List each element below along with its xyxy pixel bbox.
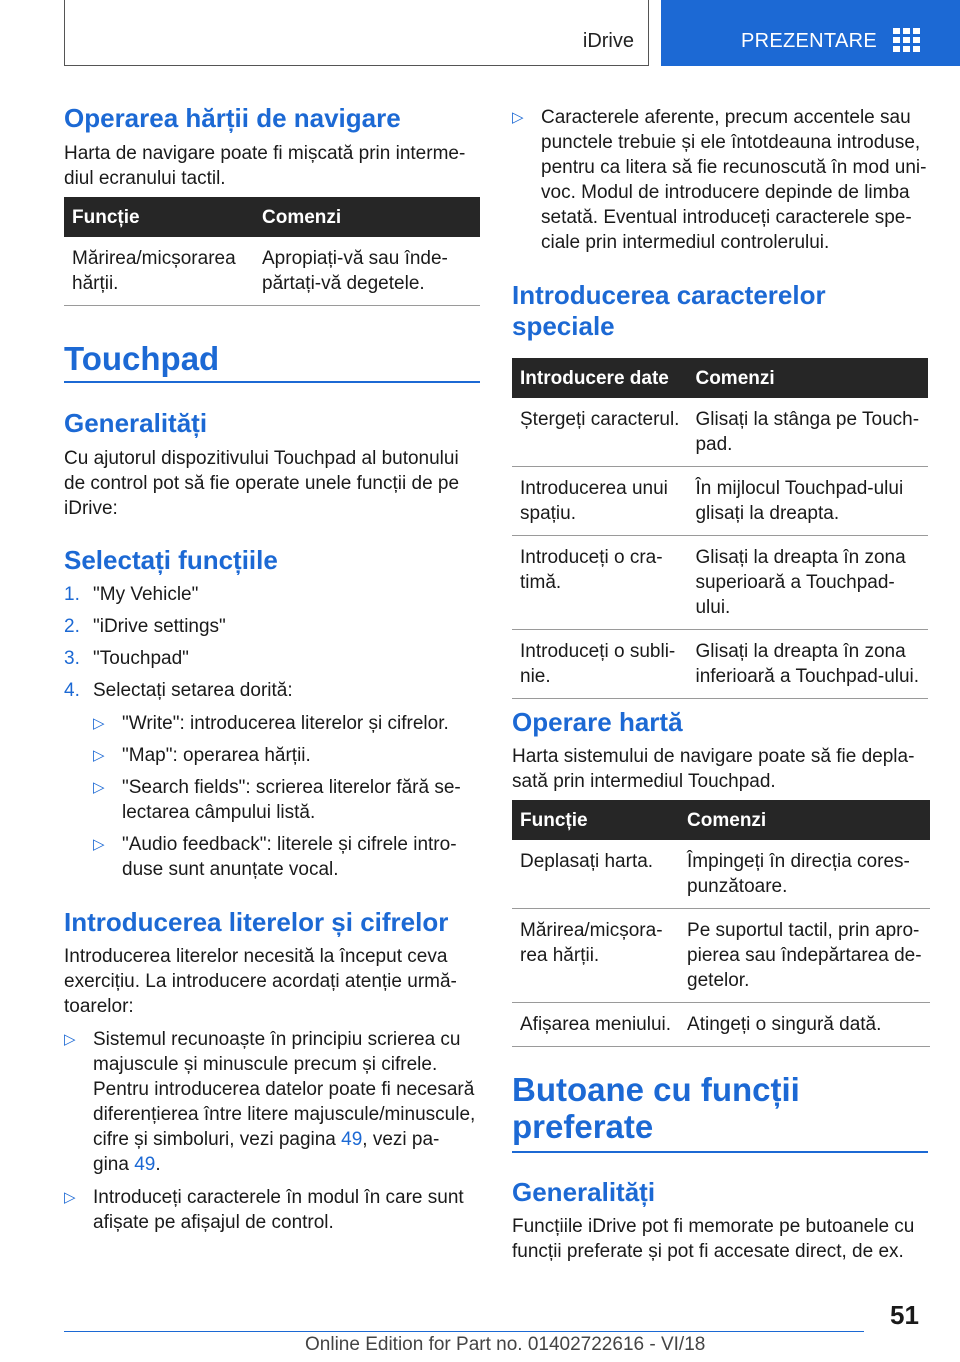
chapter-title-touchpad: Touchpad <box>64 340 220 377</box>
table-header: Introducere date <box>512 358 687 398</box>
footer-rule <box>64 1331 864 1332</box>
sub-list-item: ▷ "Search fields": scrierea literelor fără se- lectarea câmpului listă. <box>93 777 461 823</box>
triangle-bullet-icon: ▷ <box>93 747 105 764</box>
map-operation-text: Harta de navigare poate fi mișcată prin interme- diul ecranului tactil. <box>64 143 466 189</box>
table-special-characters <box>512 358 928 699</box>
table-cell: Mărirea/micșorarea hărții. <box>64 237 254 306</box>
table-header: Comenzi <box>687 358 928 398</box>
list-item: 3. "Touchpad" <box>64 648 189 669</box>
table-cell: În mijlocul Touchpad-ului glisați la dreapta. <box>687 467 928 536</box>
general-2-text: Funcțiile iDrive pot fi memorate pe butoanele cu funcții preferate și pot fi accesate direct, de ex. <box>512 1216 915 1262</box>
section-title-map-operation: Operarea hărții de navigare <box>64 103 401 133</box>
section-tab[interactable] <box>661 0 960 66</box>
section-tab-label: PREZENTARE <box>741 30 877 52</box>
triangle-bullet-icon: ▷ <box>64 1189 76 1206</box>
sub-list-item: ▷ "Audio feedback": literele și cifrele intro- duse sunt anunțate vocal. <box>93 834 457 880</box>
triangle-bullet-icon: ▷ <box>64 1031 76 1048</box>
section-title-map-operation-2: Operare hartă <box>512 707 683 737</box>
triangle-bullet-icon: ▷ <box>93 836 105 853</box>
page-number: 51 <box>890 1300 919 1330</box>
table-row <box>512 630 928 699</box>
page-link[interactable]: 49 <box>134 1154 156 1175</box>
table-row <box>64 237 480 306</box>
header-box <box>64 0 649 66</box>
table-row <box>512 398 928 467</box>
header-title: iDrive <box>582 30 634 52</box>
table-cell: Introducerea unui spațiu. <box>512 467 687 536</box>
table-cell: Introduceți o cra- timă. <box>512 536 687 630</box>
table-row <box>512 536 928 630</box>
table-header: Funcție <box>512 800 679 840</box>
chapter-rule <box>64 381 480 383</box>
table-row <box>512 1003 930 1047</box>
list-item: 4. Selectați setarea dorită: <box>64 680 293 701</box>
table-row <box>512 840 930 909</box>
table-cell: Ștergeți caracterul. <box>512 398 687 467</box>
table-cell: Împingeți în direcția cores- punzătoare. <box>679 840 930 909</box>
table-cell: Atingeți o singură dată. <box>679 1003 930 1047</box>
table-row <box>512 909 930 1003</box>
table-cell: Afișarea meniului. <box>512 1003 679 1047</box>
table-header: Comenzi <box>679 800 930 840</box>
list-item: ▷ Introduceți caracterele în modul în care sunt afișate pe afișajul de control. <box>64 1187 464 1233</box>
footer-edition: Online Edition for Part no. 01402722616 - VI/18 <box>305 1334 706 1355</box>
list-item: 2. "iDrive settings" <box>64 616 226 637</box>
general-text: Cu ajutorul dispozitivului Touchpad al butonului de control pot să fie operate unele funcții de pe iDrive: <box>64 448 460 519</box>
section-title-special-characters: Introducerea caracterelor speciale <box>512 280 826 341</box>
table-header: Funcție <box>64 197 254 237</box>
chapter-rule <box>512 1151 928 1153</box>
table-cell: Mărirea/micșora- rea hărții. <box>512 909 679 1003</box>
triangle-bullet-icon: ▷ <box>512 109 524 126</box>
table-header: Comenzi <box>254 197 480 237</box>
table-cell: Glisați la stânga pe Touch- pad. <box>687 398 928 467</box>
list-item: ▷ Sistemul recunoaște în principiu scrierea cu majuscule și minuscule precum și cifrele. Pentru introducerea datelor poate fi necesară diferențierea între litere majuscule/minuscule, cifre și simboluri, vezi pagina 49, vezi pa- gina 49. <box>64 1029 476 1175</box>
table-map-functions <box>64 197 480 306</box>
letters-digits-text: Introducerea literelor necesită la început ceva exercițiu. La introducere acordați atenție urmă- toarelor: <box>64 946 457 1017</box>
table-row <box>512 467 928 536</box>
section-title-general: Generalități <box>64 408 208 438</box>
table-cell: Glisați la dreapta în zona superioară a Touchpad- ului. <box>687 536 928 630</box>
table-cell: Glisați la dreapta în zona inferioară a Touchpad-ului. <box>687 630 928 699</box>
section-title-select-functions: Selectați funcțiile <box>64 545 278 575</box>
triangle-bullet-icon: ▷ <box>93 779 105 796</box>
list-item: ▷ Caracterele aferente, precum accentele sau punctele trebuie și ele întotdeauna introduse, pentru ca litera să fie recunoscută în mod uni- voc. Modul de introducere depinde de limba setată. Eventual introduceți caracterele spe- ciale prin intermediul controlerului. <box>512 107 927 253</box>
table-cell: Apropiați-vă sau înde- părtați-vă degetele. <box>254 237 480 306</box>
page-link[interactable]: 49 <box>341 1129 363 1150</box>
list-item: 1. "My Vehicle" <box>64 584 199 605</box>
triangle-bullet-icon: ▷ <box>93 715 105 732</box>
section-title-letters-digits: Introducerea literelor și cifrelor <box>64 907 449 937</box>
section-title-general-2: Generalități <box>512 1177 656 1207</box>
sub-list-item: ▷ "Map": operarea hărții. <box>93 745 311 766</box>
map-operation-2-text: Harta sistemului de navigare poate să fie depla- sată prin intermediul Touchpad. <box>512 746 915 792</box>
chapter-title-favorites: Butoane cu funcții preferate <box>512 1071 800 1145</box>
sub-list-item: ▷ "Write": introducerea literelor și cifrelor. <box>93 713 449 734</box>
table-cell: Introduceți o subli- nie. <box>512 630 687 699</box>
table-cell: Deplasați harta. <box>512 840 679 909</box>
table-map-operation <box>512 800 930 1047</box>
table-cell: Pe suportul tactil, prin apro- pierea sau îndepărtarea de- getelor. <box>679 909 930 1003</box>
grid-icon <box>893 28 921 54</box>
